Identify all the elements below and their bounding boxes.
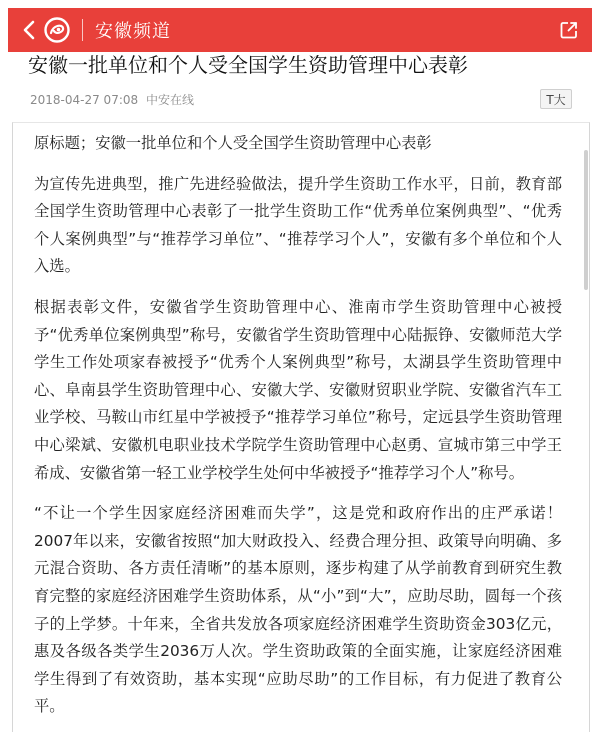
paragraph-policy: “不让一个学生因家庭经济困难而失学”，这是党和政府作出的庄严承诺！2007年以来，安徽省按照“加大财政投入、经费合理分担、政策导向明确、多元混合资助、各方责任清晰”的基本原则，逐步构建了从学前教育到研究生教育完整的家庭经济困难学生资助体系，从“小”到“大”，应助尽助，圆每一个孩子的上学梦。十年来，全省共发放各项家庭经济困难学生资助资金303亿元，惠及各级各类学生2036万人次。学生资助政策的全面实施，让家庭经济困难学生得到了有效资助，基本实现“应助尽助”的工作目标，有力促进了教育公平。: [34, 504, 562, 716]
article-title: 安徽一批单位和个人受全国学生资助管理中心表彰: [28, 53, 468, 77]
channel-title[interactable]: 安徽频道: [95, 21, 171, 42]
sohu-logo-icon: [42, 15, 72, 45]
paragraph-intro: 为宣传先进典型，推广先进经验做法，提升学生资助工作水平，日前，教育部全国学生资助管理中心表彰了一批学生资助工作“优秀单位案例典型”、“优秀个人案例典型”与“推荐学习单位”、“推荐学习个人”，安徽有多个单位和个人入选。: [34, 174, 562, 276]
top-nav-bar: [8, 8, 592, 52]
header-divider: [82, 19, 83, 41]
share-button[interactable]: [558, 19, 580, 41]
paragraph-original-title: 原标题；安徽一批单位和个人受全国学生资助管理中心表彰: [34, 134, 432, 152]
back-button[interactable]: [18, 8, 40, 52]
article-body: [34, 130, 562, 734]
paragraph-awards: 根据表彰文件，安徽省学生资助管理中心、淮南市学生资助管理中心被授予“优秀单位案例典型”称号，安徽省学生资助管理中心陆振铮、安徽师范大学学生工作处项家春被授予“优秀个人案例典型”称号，太湖县学生资助管理中心、阜南县学生资助管理中心、安徽大学、安徽财贸职业学院、安徽省汽车工业学校、马鞍山市红星中学被授予“推荐学习单位”称号，定远县学生资助管理中心梁斌、安徽机电职业技术学院学生资助管理中心赵勇、宣城市第三中学王希成、安徽省第一轻工业学校学生处何中华被授予“推荐学习个人”称号。: [34, 297, 562, 482]
chevron-left-icon: [22, 19, 36, 41]
article-meta: [30, 91, 194, 108]
font-size-button[interactable]: T大: [540, 89, 572, 109]
publish-datetime: 2018-04-27 07:08: [30, 93, 139, 107]
article-source: 中安在线: [145, 93, 194, 107]
scrollbar[interactable]: [584, 150, 588, 290]
share-icon: [559, 20, 579, 40]
